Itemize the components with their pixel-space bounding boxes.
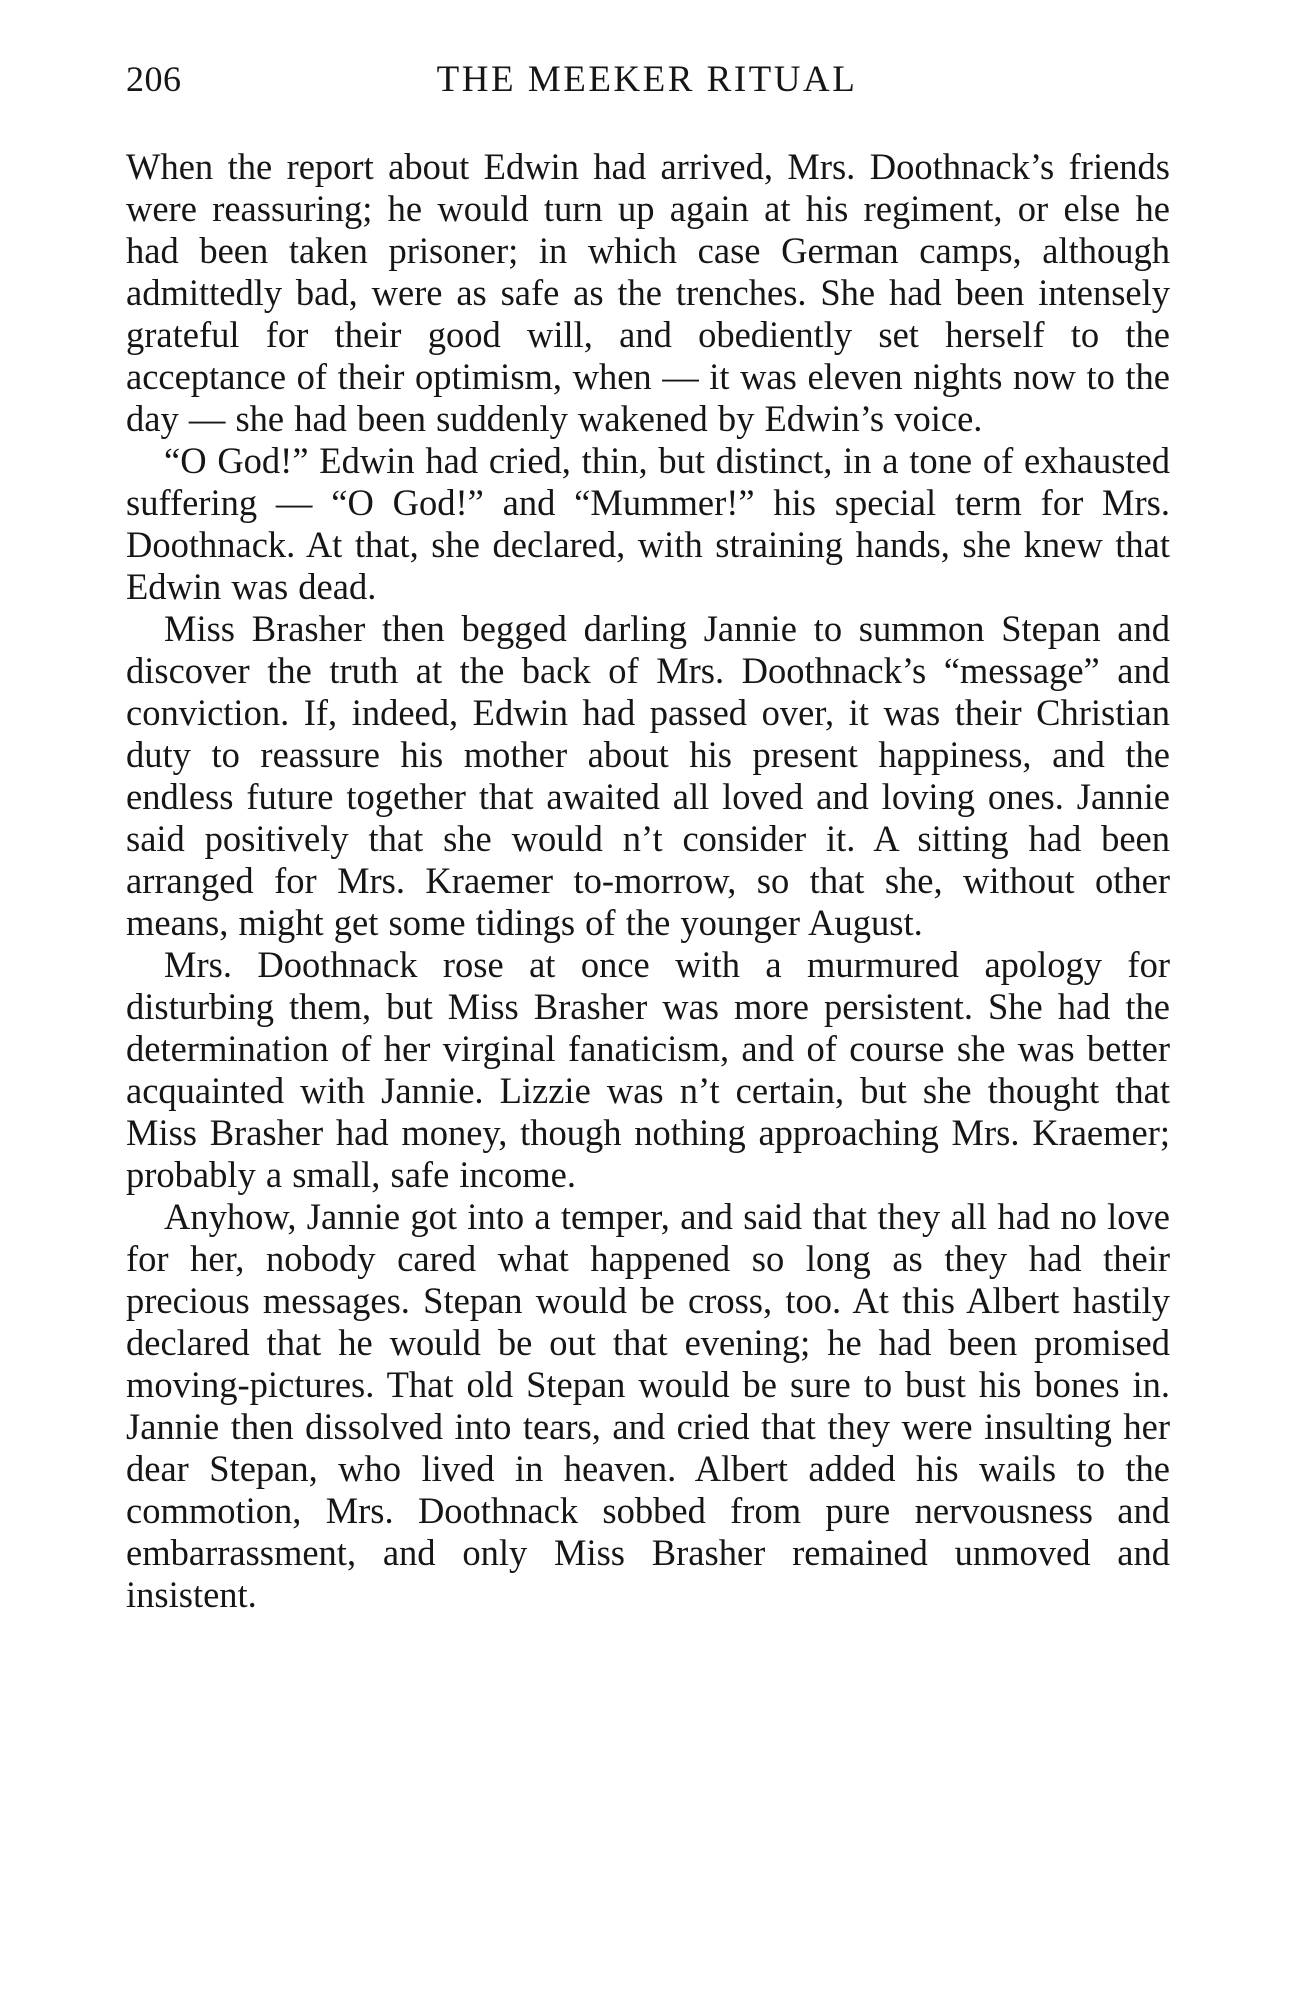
- body-text: [126, 146, 1170, 1616]
- running-title: THE MEEKER RITUAL: [436, 59, 858, 100]
- paragraph: When the report about Edwin had arrived, Mrs. Doothnack’s friends were reassuring; he would turn up again at his regiment, or else he had been taken prisoner; in which case German camps, although admittedly bad, were as safe as the trenches. She had been intensely grateful for their good will, and obediently set herself to the acceptance of their optimism, when — it was eleven nights now to the day — she had been suddenly wakened by Edwin’s voice.: [126, 146, 1170, 439]
- paragraph: Miss Brasher then begged darling Jannie to summon Stepan and discover the truth at the back of Mrs. Doothnack’s “message” and conviction. If, indeed, Edwin had passed over, it was their Christian duty to reassure his mother about his present happiness, and the endless future together that awaited all loved and loving ones. Jannie said positively that she would n’t consider it. A sitting had been arranged for Mrs. Kraemer to-morrow, so that she, without other means, might get some tidings of the younger August.: [126, 608, 1170, 943]
- paragraph: Anyhow, Jannie got into a temper, and said that they all had no love for her, nobody cared what happened so long as they had their precious messages. Stepan would be cross, too. At this Albert hastily declared that he would be out that evening; he had been promised moving-pictures. That old Stepan would be sure to bust his bones in. Jannie then dissolved into tears, and cried that they were insulting her dear Stepan, who lived in heaven. Albert added his wails to the commotion, Mrs. Doothnack sobbed from pure nervousness and embarrassment, and only Miss Brasher remained unmoved and insistent.: [126, 1196, 1170, 1615]
- page-number: 206: [126, 59, 182, 99]
- paragraph: “O God!” Edwin had cried, thin, but distinct, in a tone of exhausted suffering — “O God!” and “Mummer!” his special term for Mrs. Doothnack. At that, she declared, with straining hands, she knew that Edwin was dead.: [126, 440, 1170, 607]
- page-header: [126, 58, 1168, 108]
- paragraph: Mrs. Doothnack rose at once with a murmured apology for disturbing them, but Miss Brasher was more persistent. She had the determination of her virginal fanaticism, and of course she was better acquainted with Jannie. Lizzie was n’t certain, but she thought that Miss Brasher had money, though nothing approaching Mrs. Kraemer; probably a small, safe income.: [126, 944, 1170, 1195]
